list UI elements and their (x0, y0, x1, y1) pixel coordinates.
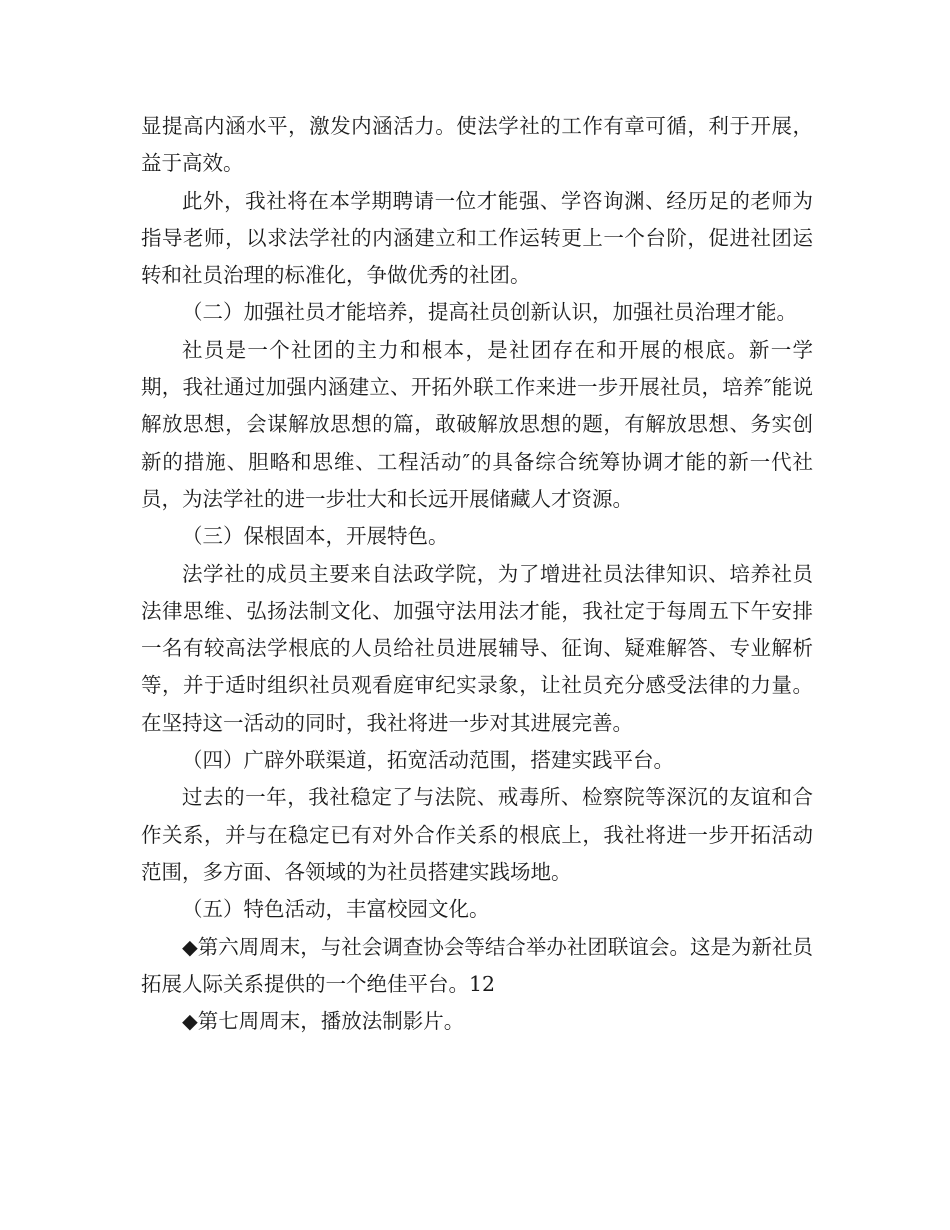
paragraph-outreach: 过去的一年，我社稳定了与法院、戒毒所、检察院等深沉的友谊和合作关系，并与在稳定已有对外合作关系的根底上，我社将进一步开拓活动范围，多方面、各领域的为社员搭建实践场地。 (141, 785, 813, 884)
paragraph-continuation: 显提高内涵水平，激发内涵活力。使法学社的工作有章可循，利于开展，益于高效。 (141, 114, 813, 176)
section-heading-2: （二）加强社员才能培养，提高社员创新认识，加强社员治理才能。 (182, 300, 797, 325)
section-heading-4: （四）广辟外联渠道，拓宽活动范围，搭建实践平台。 (182, 748, 674, 773)
section-heading-3: （三）保根固本，开展特色。 (182, 524, 449, 549)
paragraph-advisor: 此外，我社将在本学期聘请一位才能强、学咨询渊、经历足的老师为指导老师，以求法学社的内涵建立和工作运转更上一个台阶，促进社团运转和社员治理的标准化，争做优秀的社团。 (141, 188, 813, 288)
list-item-week6: ◆第六周周末，与社会调查协会等结合举办社团联谊会。这是为新社员拓展人际关系提供的一个绝佳平台。12 (141, 934, 813, 996)
section-heading-5: （五）特色活动，丰富校园文化。 (182, 897, 490, 922)
paragraph-training: 法学社的成员主要来自法政学院，为了增进社员法律知识、培养社员法律思维、弘扬法制文化、加强守法用法才能，我社定于每周五下午安排一名有较高法学根底的人员给社员进展辅导、征询、疑难解答、专业解析等，并于适时组织社员观看庭审纪实录象，让社员充分感受法律的力量。在坚持这一活动的同时，我社将进一步对其进展完善。 (141, 561, 813, 735)
list-item-week7: ◆第七周周末，播放法制影片。 (182, 1009, 465, 1034)
paragraph-members: 社员是一个社团的主力和根本，是社团存在和开展的根底。新一学期，我社通过加强内涵建立、开拓外联工作来进一步开展社员，培养″能说解放思想，会谋解放思想的篇，敢破解放思想的题，有解放思想、务实创新的措施、胆略和思维、工程活动″的具备综合统筹协调才能的新一代社员，为法学社的进一步壮大和长远开展储藏人才资源。 (141, 337, 813, 511)
document-page (141, 108, 813, 1040)
